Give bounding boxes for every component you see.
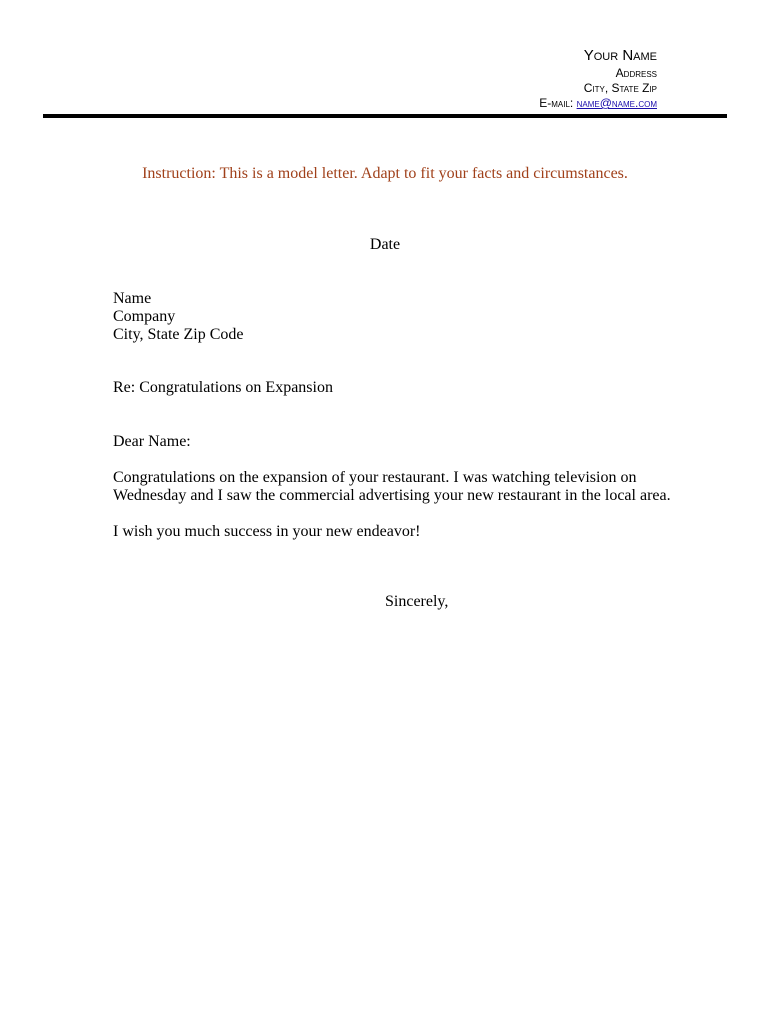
salutation: Dear Name:	[113, 433, 191, 450]
letter-date: Date	[369, 236, 401, 253]
sender-name: Your Name	[583, 47, 657, 64]
body-paragraph-2: I wish you much success in your new endeavor!	[113, 523, 421, 540]
letterhead-divider	[43, 114, 727, 118]
subject-line: Re: Congratulations on Expansion	[113, 379, 333, 396]
email-label: E-mail:	[539, 96, 577, 110]
recipient-name: Name	[113, 290, 152, 307]
closing: Sincerely,	[385, 593, 449, 610]
sender-city-state-zip: City, State Zip	[583, 81, 657, 95]
instruction-note: Instruction: This is a model letter. Adapt to fit your facts and circumstances.	[142, 165, 628, 182]
sender-address: Address	[615, 66, 657, 80]
letterhead	[539, 46, 657, 111]
recipient-address-block	[113, 290, 244, 344]
body-paragraph-1: Congratulations on the expansion of your restaurant. I was watching television on Wednesday and I saw the commercial advertising your new restaurant in the local area.	[113, 469, 671, 504]
recipient-company: Company	[113, 308, 176, 325]
sender-email-line	[539, 96, 657, 111]
email-link[interactable]: name@name.com	[576, 96, 657, 110]
recipient-city-state-zip: City, State Zip Code	[113, 326, 244, 343]
